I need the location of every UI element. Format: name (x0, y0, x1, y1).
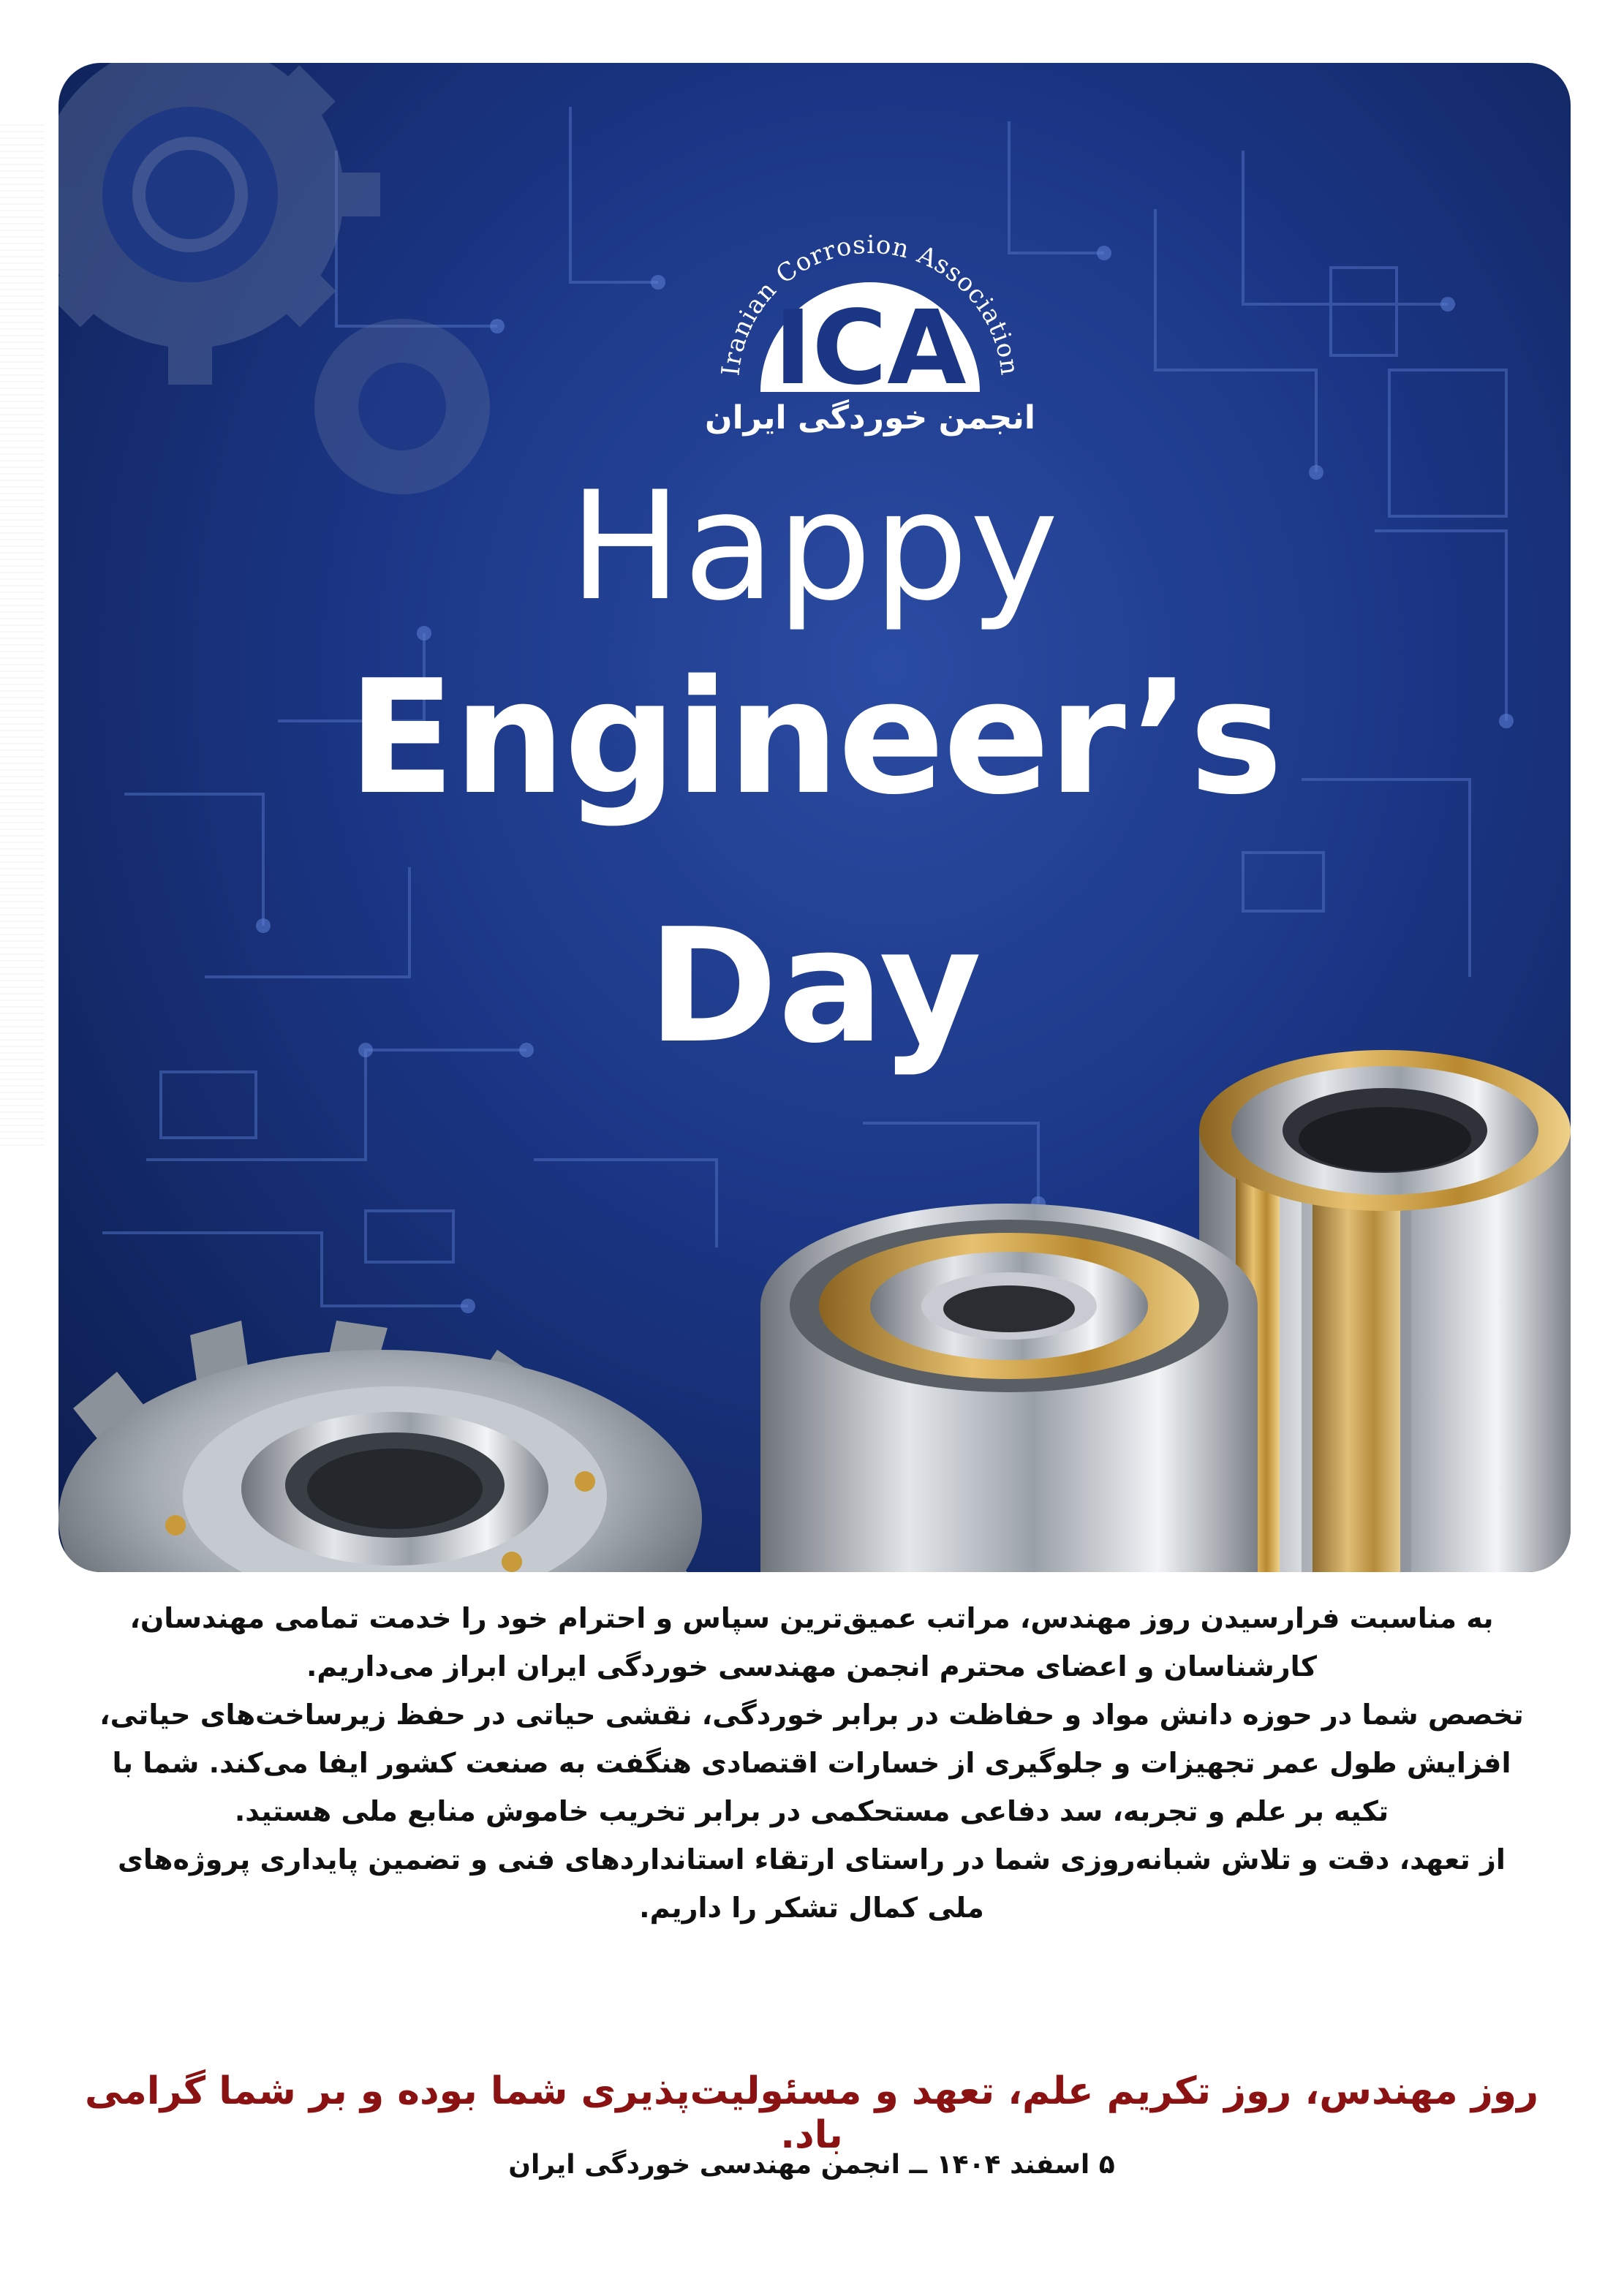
message-paragraph: از تعهد، دقت و تلاش شبانه‌روزی شما در راستای ارتقاء استانداردهای فنی و تضمین پایداری پروژه‌های ملی کمال تشکر را داریم. (118, 1843, 1506, 1924)
title-engineers: Engineer’s (347, 646, 1282, 829)
gear-part (58, 1321, 702, 1572)
bearing-part (760, 1204, 1258, 1572)
highlight-line: روز مهندس، روز تکریم علم، تعهد و مسئولیت‌پذیری شما بوده و بر شما گرامی باد. (84, 2069, 1539, 2157)
title-day: Day (647, 894, 982, 1078)
engineers-day-banner (58, 63, 1571, 1572)
logo-acronym: ICA (774, 289, 967, 399)
signature-line: ۵ اسفند ۱۴۰۴ ــ انجمن مهندسی خوردگی ایران (508, 2150, 1115, 2180)
title-happy: Happy (569, 460, 1060, 634)
logo-persian-name: انجمن خوردگی ایران (705, 399, 1035, 437)
message-body (88, 1594, 1536, 1932)
logo-arc-text: Iranian Corrosion Association (716, 230, 1024, 377)
message-paragraph: به مناسبت فرارسیدن روز مهندس، مراتب عمیق‌ترین سپاس و احترام خود را خدمت تمامی مهندسان، کارشناسان و اعضای محترم انجمن مهندسی خوردگی ایران ابراز می‌داریم. (129, 1602, 1494, 1683)
mechanical-parts-illustration (58, 63, 1571, 1572)
message-paragraph: تخصص شما در حوزه دانش مواد و حفاظت در برابر خوردگی، نقشی حیاتی در حفظ زیرساخت‌های حیاتی، افزایش طول عمر تجهیزات و جلوگیری از خسارات اقتصادی هنگفت به صنعت کشور ایفا می‌کند. شما با تکیه بر علم و تجربه، سد دفاعی مستحکمی در برابر تخریب خاموش منابع ملی هستید. (99, 1699, 1524, 1827)
scan-edge-artifact (0, 124, 44, 1148)
